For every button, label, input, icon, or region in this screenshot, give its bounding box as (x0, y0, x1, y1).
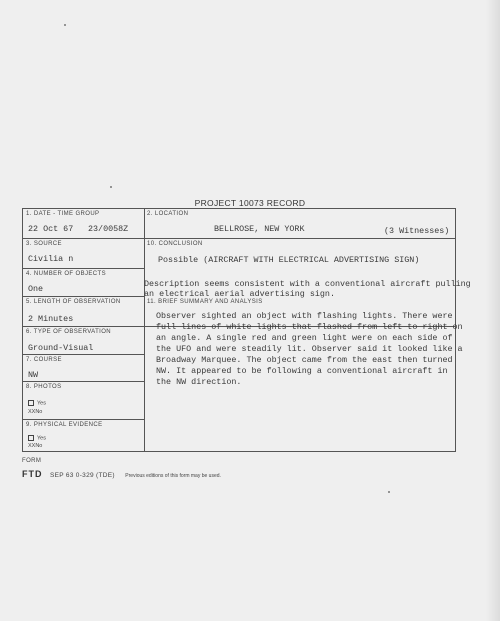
location-label: 2. LOCATION (147, 211, 189, 217)
summary-line: the NW direction. (156, 377, 242, 387)
time-value: 23/0058Z (88, 224, 129, 234)
summary-line: NW. It appeared to be following a conventional aircraft in (156, 366, 448, 376)
previous-editions-note: Previous editions of this form may be used. (125, 473, 221, 479)
form-left-column (23, 209, 145, 451)
checkbox-icon (28, 435, 34, 441)
number-of-objects-value: One (28, 284, 44, 294)
conclusion-label: 10. CONCLUSION (147, 241, 203, 247)
form-label: FORM (22, 458, 42, 464)
summary-line: the UFO and were steadily lit. Observer said it looked like a (156, 344, 463, 354)
checkbox-icon (28, 400, 34, 406)
photos-cell (23, 382, 144, 420)
physical-evidence-yes-label: Yes (37, 435, 46, 442)
type-of-observation-cell (23, 327, 144, 355)
description-line: an electrical aerial advertising sign. (144, 289, 335, 299)
date-time-label: 1. DATE - TIME GROUP (26, 211, 100, 217)
ftd-label: FTD (22, 469, 43, 479)
length-of-observation-label: 5. LENGTH OF OBSERVATION (26, 299, 121, 305)
photos-yes-label: Yes (37, 400, 46, 407)
record-form (22, 208, 471, 452)
physical-evidence-label: 9. PHYSICAL EVIDENCE (26, 422, 103, 428)
photos-label: 8. PHOTOS (26, 384, 62, 390)
physical-evidence-yes-option (28, 435, 46, 441)
photos-yes-option (28, 400, 46, 406)
summary-line: Observer sighted an object with flashing lights. There were (156, 311, 453, 321)
source-label: 3. SOURCE (26, 241, 62, 247)
form-right-column (144, 209, 471, 451)
number-of-objects-cell (23, 269, 144, 297)
location-value: BELLROSE, NEW YORK (214, 224, 305, 234)
date-time-cell (23, 209, 144, 239)
physical-evidence-cell (23, 420, 144, 451)
course-cell (23, 355, 144, 382)
form-code: SEP 63 0-329 (TDE) (49, 472, 115, 479)
scan-speck (110, 186, 112, 188)
conclusion-value: Possible (AIRCRAFT WITH ELECTRICAL ADVERTISING SIGN) (158, 255, 420, 265)
course-value: NW (28, 370, 39, 380)
summary-line: Broadway Marquee. The object came from the east then turned (156, 355, 453, 365)
scan-speck (64, 24, 66, 26)
source-cell (23, 239, 144, 269)
summary-line: an angle. A single red and green light were on each side of (156, 333, 453, 343)
date-value: 22 Oct 67 (28, 224, 74, 234)
witnesses-value: (3 Witnesses) (384, 226, 450, 236)
record-title: PROJECT 10073 RECORD (194, 198, 306, 208)
description-line: Description seems consistent with a conventional aircraft pulling (144, 279, 471, 289)
length-of-observation-cell (23, 297, 144, 327)
page-edge-shadow (486, 0, 500, 621)
summary-label: 11. BRIEF SUMMARY AND ANALYSIS (147, 299, 263, 305)
type-of-observation-value: Ground-Visual (28, 343, 94, 353)
physical-evidence-no-label: XXNo (28, 443, 43, 449)
physical-evidence-no-option (28, 443, 42, 449)
scan-speck (388, 491, 390, 493)
location-cell (144, 209, 455, 239)
number-of-objects-label: 4. NUMBER OF OBJECTS (26, 271, 107, 277)
type-of-observation-label: 6. TYPE OF OBSERVATION (26, 329, 112, 335)
form-footer (22, 464, 221, 482)
length-of-observation-value: 2 Minutes (28, 314, 74, 324)
summary-line: full lines of white lights that flashed from left to right on (156, 322, 463, 332)
photos-no-option (28, 409, 42, 415)
course-label: 7. COURSE (26, 357, 62, 363)
photos-no-label: XXNo (28, 409, 43, 415)
source-value: Civilia n (28, 254, 74, 264)
